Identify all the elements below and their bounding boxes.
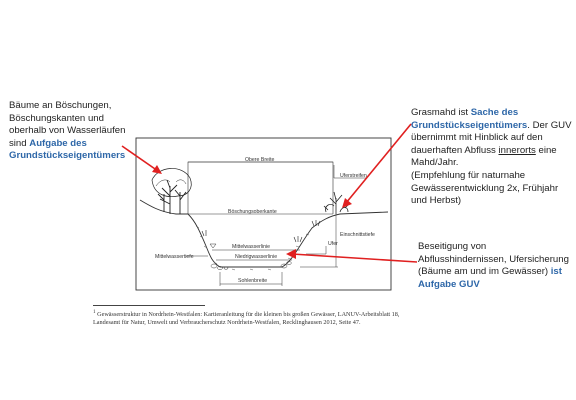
label-sohlenbreite: Sohlenbreite: [238, 278, 268, 284]
label-niedrigwasserlinie: Niedrigwasserlinie: [235, 254, 278, 260]
label-ufer: Ufer: [328, 241, 338, 247]
note-obstacle-text: Beseitigung von Abflusshindernissen, Ufersicherung (Bäume am und im Gewässer): [418, 241, 569, 278]
note-grass-recommendation: (Empfehlung für naturnahe Gewässerentwicklung 2x, Frühjahr und Herbst): [411, 169, 559, 207]
footnote: [93, 308, 423, 327]
note-trees-highlight: Aufgabe des Grundstückseigentümers: [9, 137, 126, 162]
red-annotation-arrows: [122, 124, 417, 262]
label-mittelwasserlinie: Mittelwasserlinie: [232, 244, 271, 250]
label-einschnittstiefe: Einschnittstiefe: [340, 232, 375, 238]
note-grass-prefix: Grasmahd ist: [411, 107, 471, 118]
note-grass-mid: . Der GUV übernimmt mit Hinblick auf den dauerhaften Abfluss: [411, 119, 572, 156]
riverbed-stones: [211, 262, 291, 270]
label-boeschungsoberkante: Böschungsoberkante: [228, 209, 277, 215]
obere-breite-bracket: [188, 162, 333, 214]
label-uferstreifen: Uferstreifen: [340, 173, 367, 179]
label-obere-breite: Obere Breite: [245, 157, 275, 163]
note-trees-text: Bäume an Böschungen, Böschungskanten und oberhalb von Wasserläufen sind: [9, 100, 126, 149]
footnote-marker: 1: [93, 309, 96, 315]
ufer-bracket: [306, 246, 326, 254]
footnote-rule: [93, 305, 205, 306]
arrow-head-left: [152, 165, 162, 174]
note-obstacle-removal: [418, 241, 574, 291]
note-obstacle-highlight: ist Aufgabe GUV: [418, 266, 562, 290]
water-marker-left: [210, 244, 216, 248]
note-grass-underlined: innerorts: [498, 144, 536, 156]
footnote-text: Gewässerstruktur in Nordrhein-Westfalen: Kartieranleitung für die kleinen bis großen Gewässer, LANUV-Arbeitsblatt 18, Landesamt für Natur, Umwelt und Verbraucherschutz Nordrhein-Westfalen, Recklinghausen 2012, Seite 47.: [93, 311, 400, 327]
trees-left-icon: [152, 168, 191, 214]
label-mittelwassertiefe: Mittelwassertiefe: [155, 254, 194, 260]
note-trees-landowner: [9, 100, 137, 163]
note-grass-highlight: Sache des Grundstückseigentümers: [411, 107, 528, 131]
arrow-to-waterline: [292, 254, 417, 262]
arrow-head-water: [286, 249, 296, 259]
note-grass-suffix: eine Mahd/Jahr.: [411, 144, 557, 169]
note-grass-mowing: [411, 107, 573, 208]
arrow-to-bank-grass: [346, 124, 411, 203]
grass-tufts-icon: [202, 220, 320, 242]
